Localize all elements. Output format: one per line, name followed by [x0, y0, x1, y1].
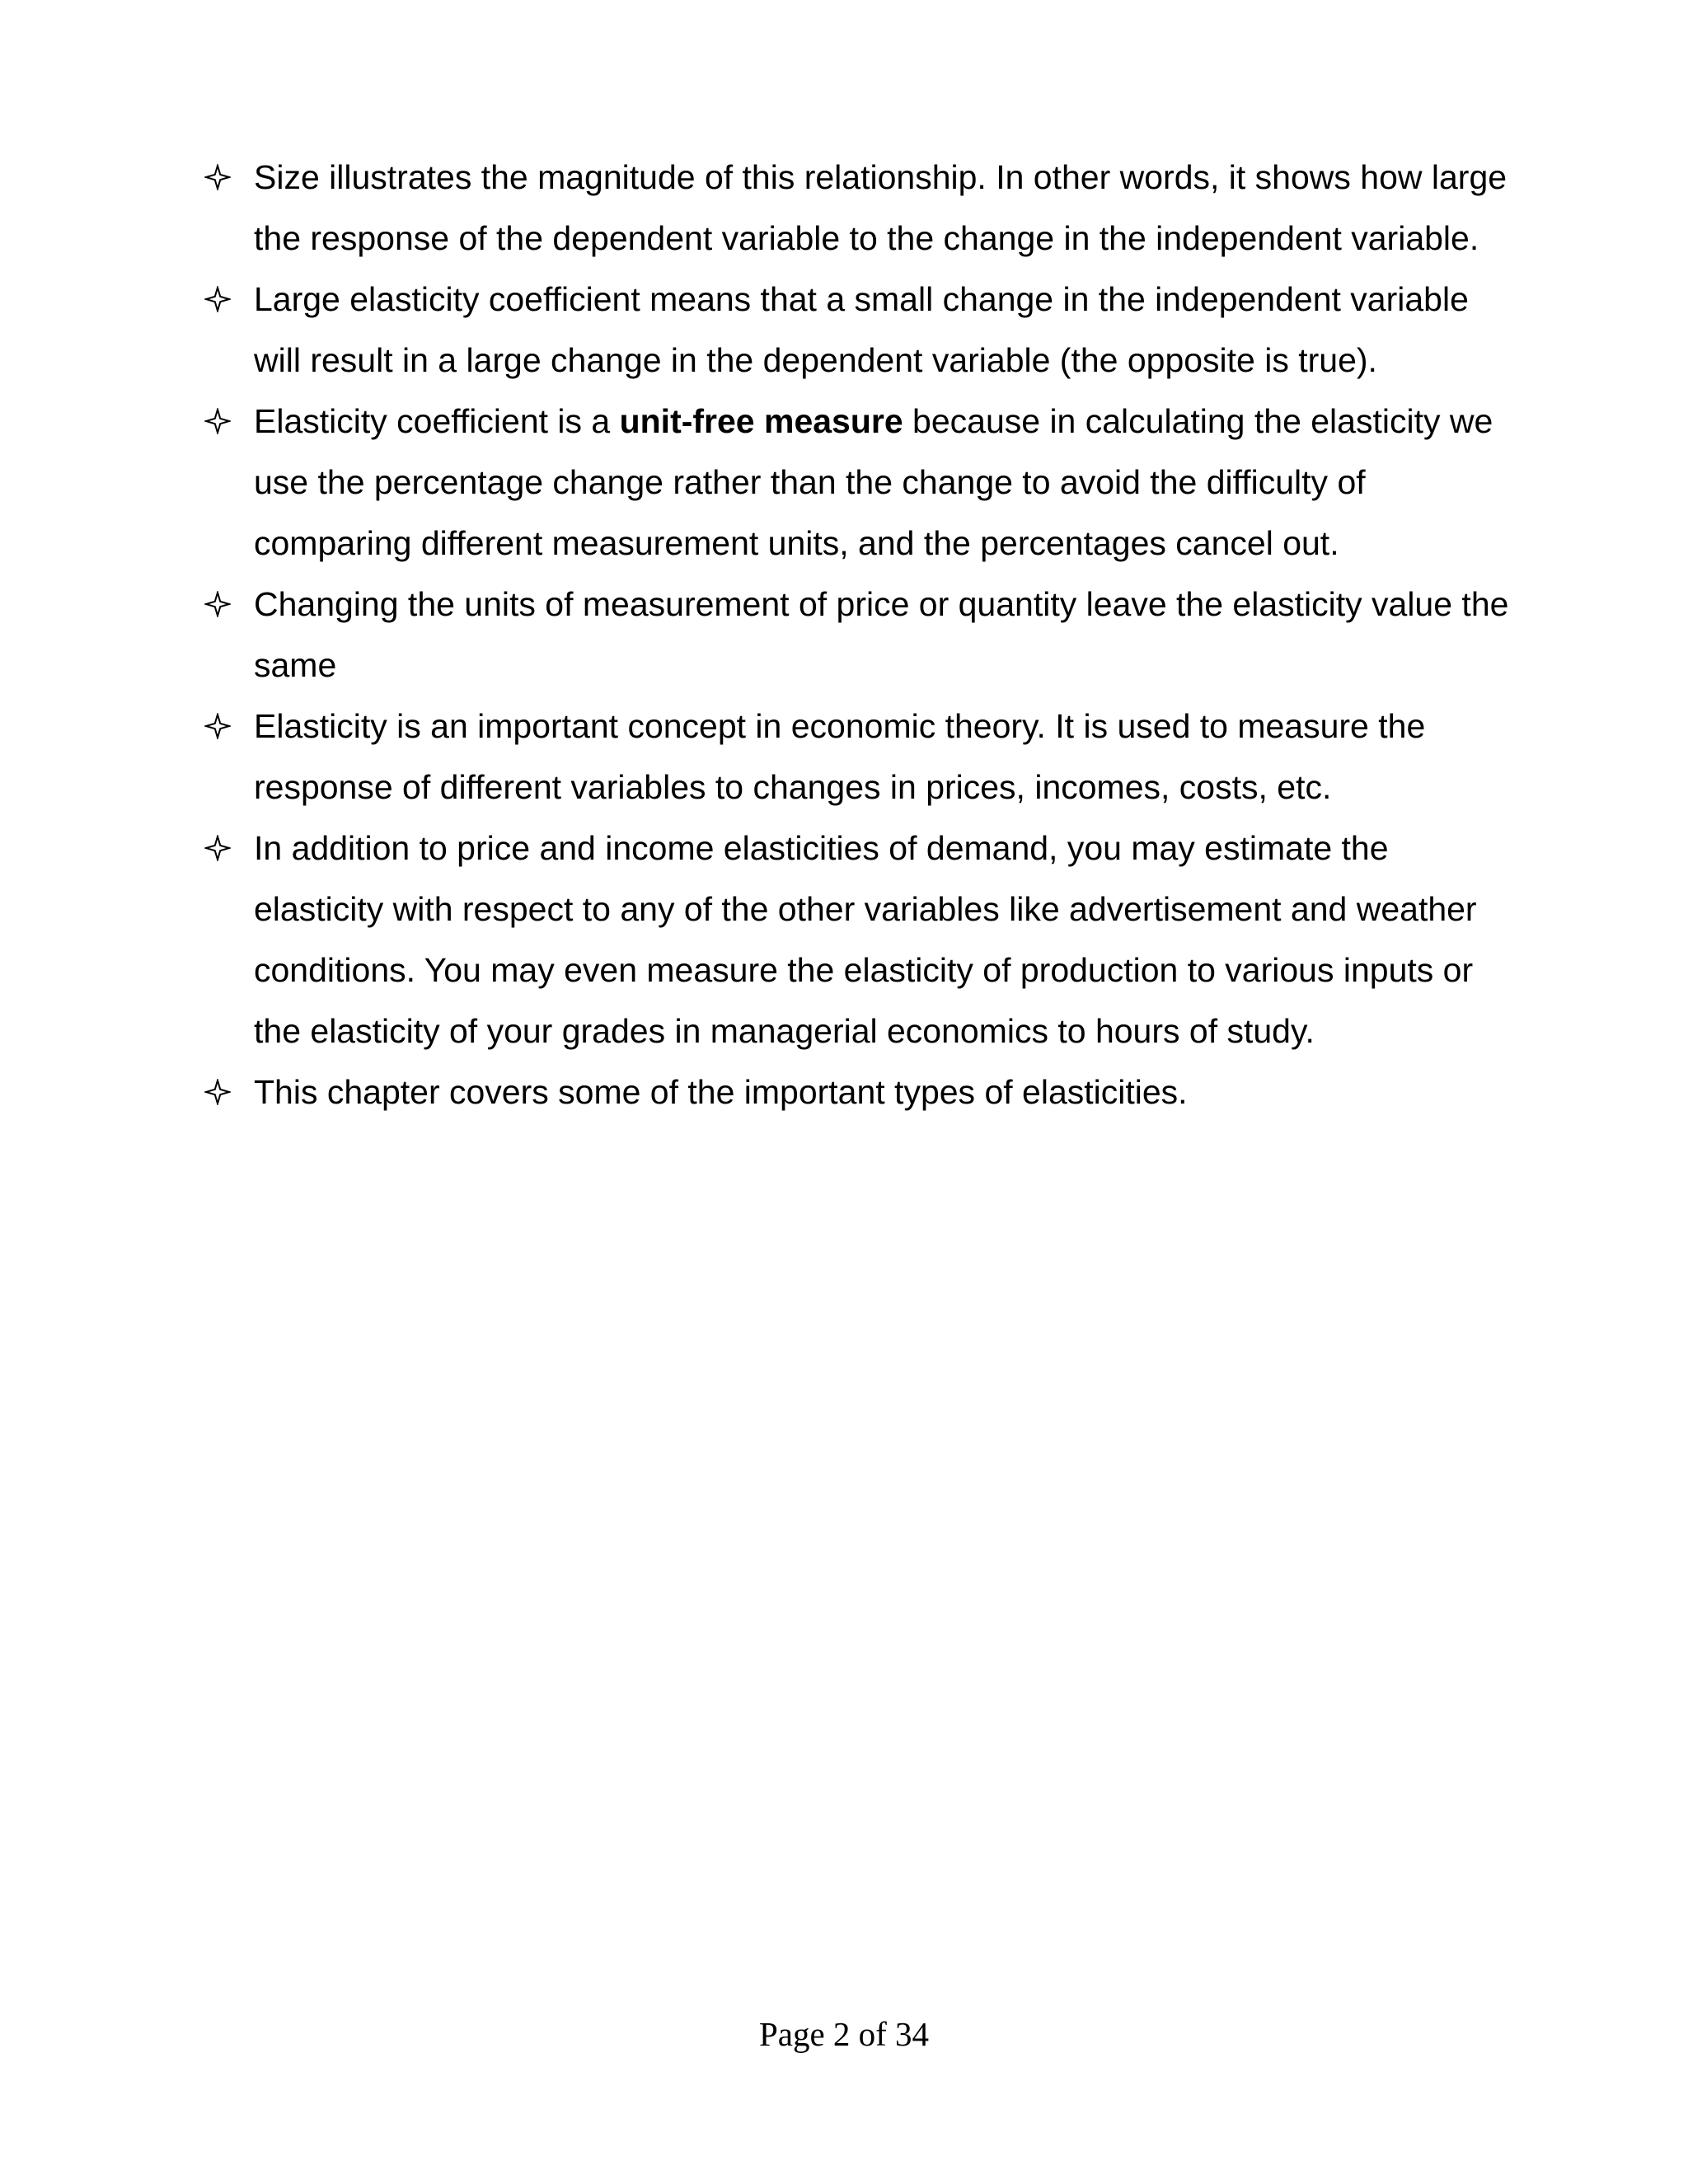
bullet-list [204, 147, 1523, 1122]
bullet-item [204, 1062, 1523, 1122]
bullet-item [204, 696, 1523, 818]
four-point-star-icon [204, 591, 231, 617]
bullet-text: Changing the units of measurement of price or quantity leave the elasticity value the same [254, 585, 1509, 684]
bullet-item [204, 269, 1523, 391]
bullet-text: Large elasticity coefficient means that a small change in the independent variable will result in a large change in the dependent variable (the opposite is true). [254, 280, 1469, 379]
four-point-star-icon [204, 1079, 231, 1105]
bullet-item [204, 147, 1523, 269]
bullet-text: Elasticity coefficient is a unit-free measure because in calculating the elasticity we use the percentage change rather than the change to avoid the difficulty of comparing different measurement units, and the percentages cancel out. [254, 402, 1493, 562]
four-point-star-icon [204, 713, 231, 739]
bullet-item [204, 574, 1523, 696]
bullet-text: This chapter covers some of the important types of elasticities. [254, 1073, 1188, 1111]
bullet-text: Size illustrates the magnitude of this relationship. In other words, it shows how large the response of the dependent variable to the change in the independent variable. [254, 158, 1507, 257]
document-body [204, 147, 1523, 1122]
bullet-text: Elasticity is an important concept in economic theory. It is used to measure the response of different variables to changes in prices, incomes, costs, etc. [254, 707, 1426, 806]
four-point-star-icon [204, 286, 231, 312]
bullet-item [204, 391, 1523, 574]
page-number: Page 2 of 34 [758, 2015, 930, 2053]
four-point-star-icon [204, 835, 231, 861]
four-point-star-icon [204, 408, 231, 434]
bullet-text: In addition to price and income elasticities of demand, you may estimate the elasticity with respect to any of the other variables like advertisement and weather conditions. You may even measure the elasticity of production to various inputs or the elasticity of your grades in managerial economics to hours of study. [254, 829, 1477, 1050]
bullet-item [204, 818, 1523, 1062]
bold-term: unit-free measure [619, 402, 903, 440]
four-point-star-icon [204, 164, 231, 190]
